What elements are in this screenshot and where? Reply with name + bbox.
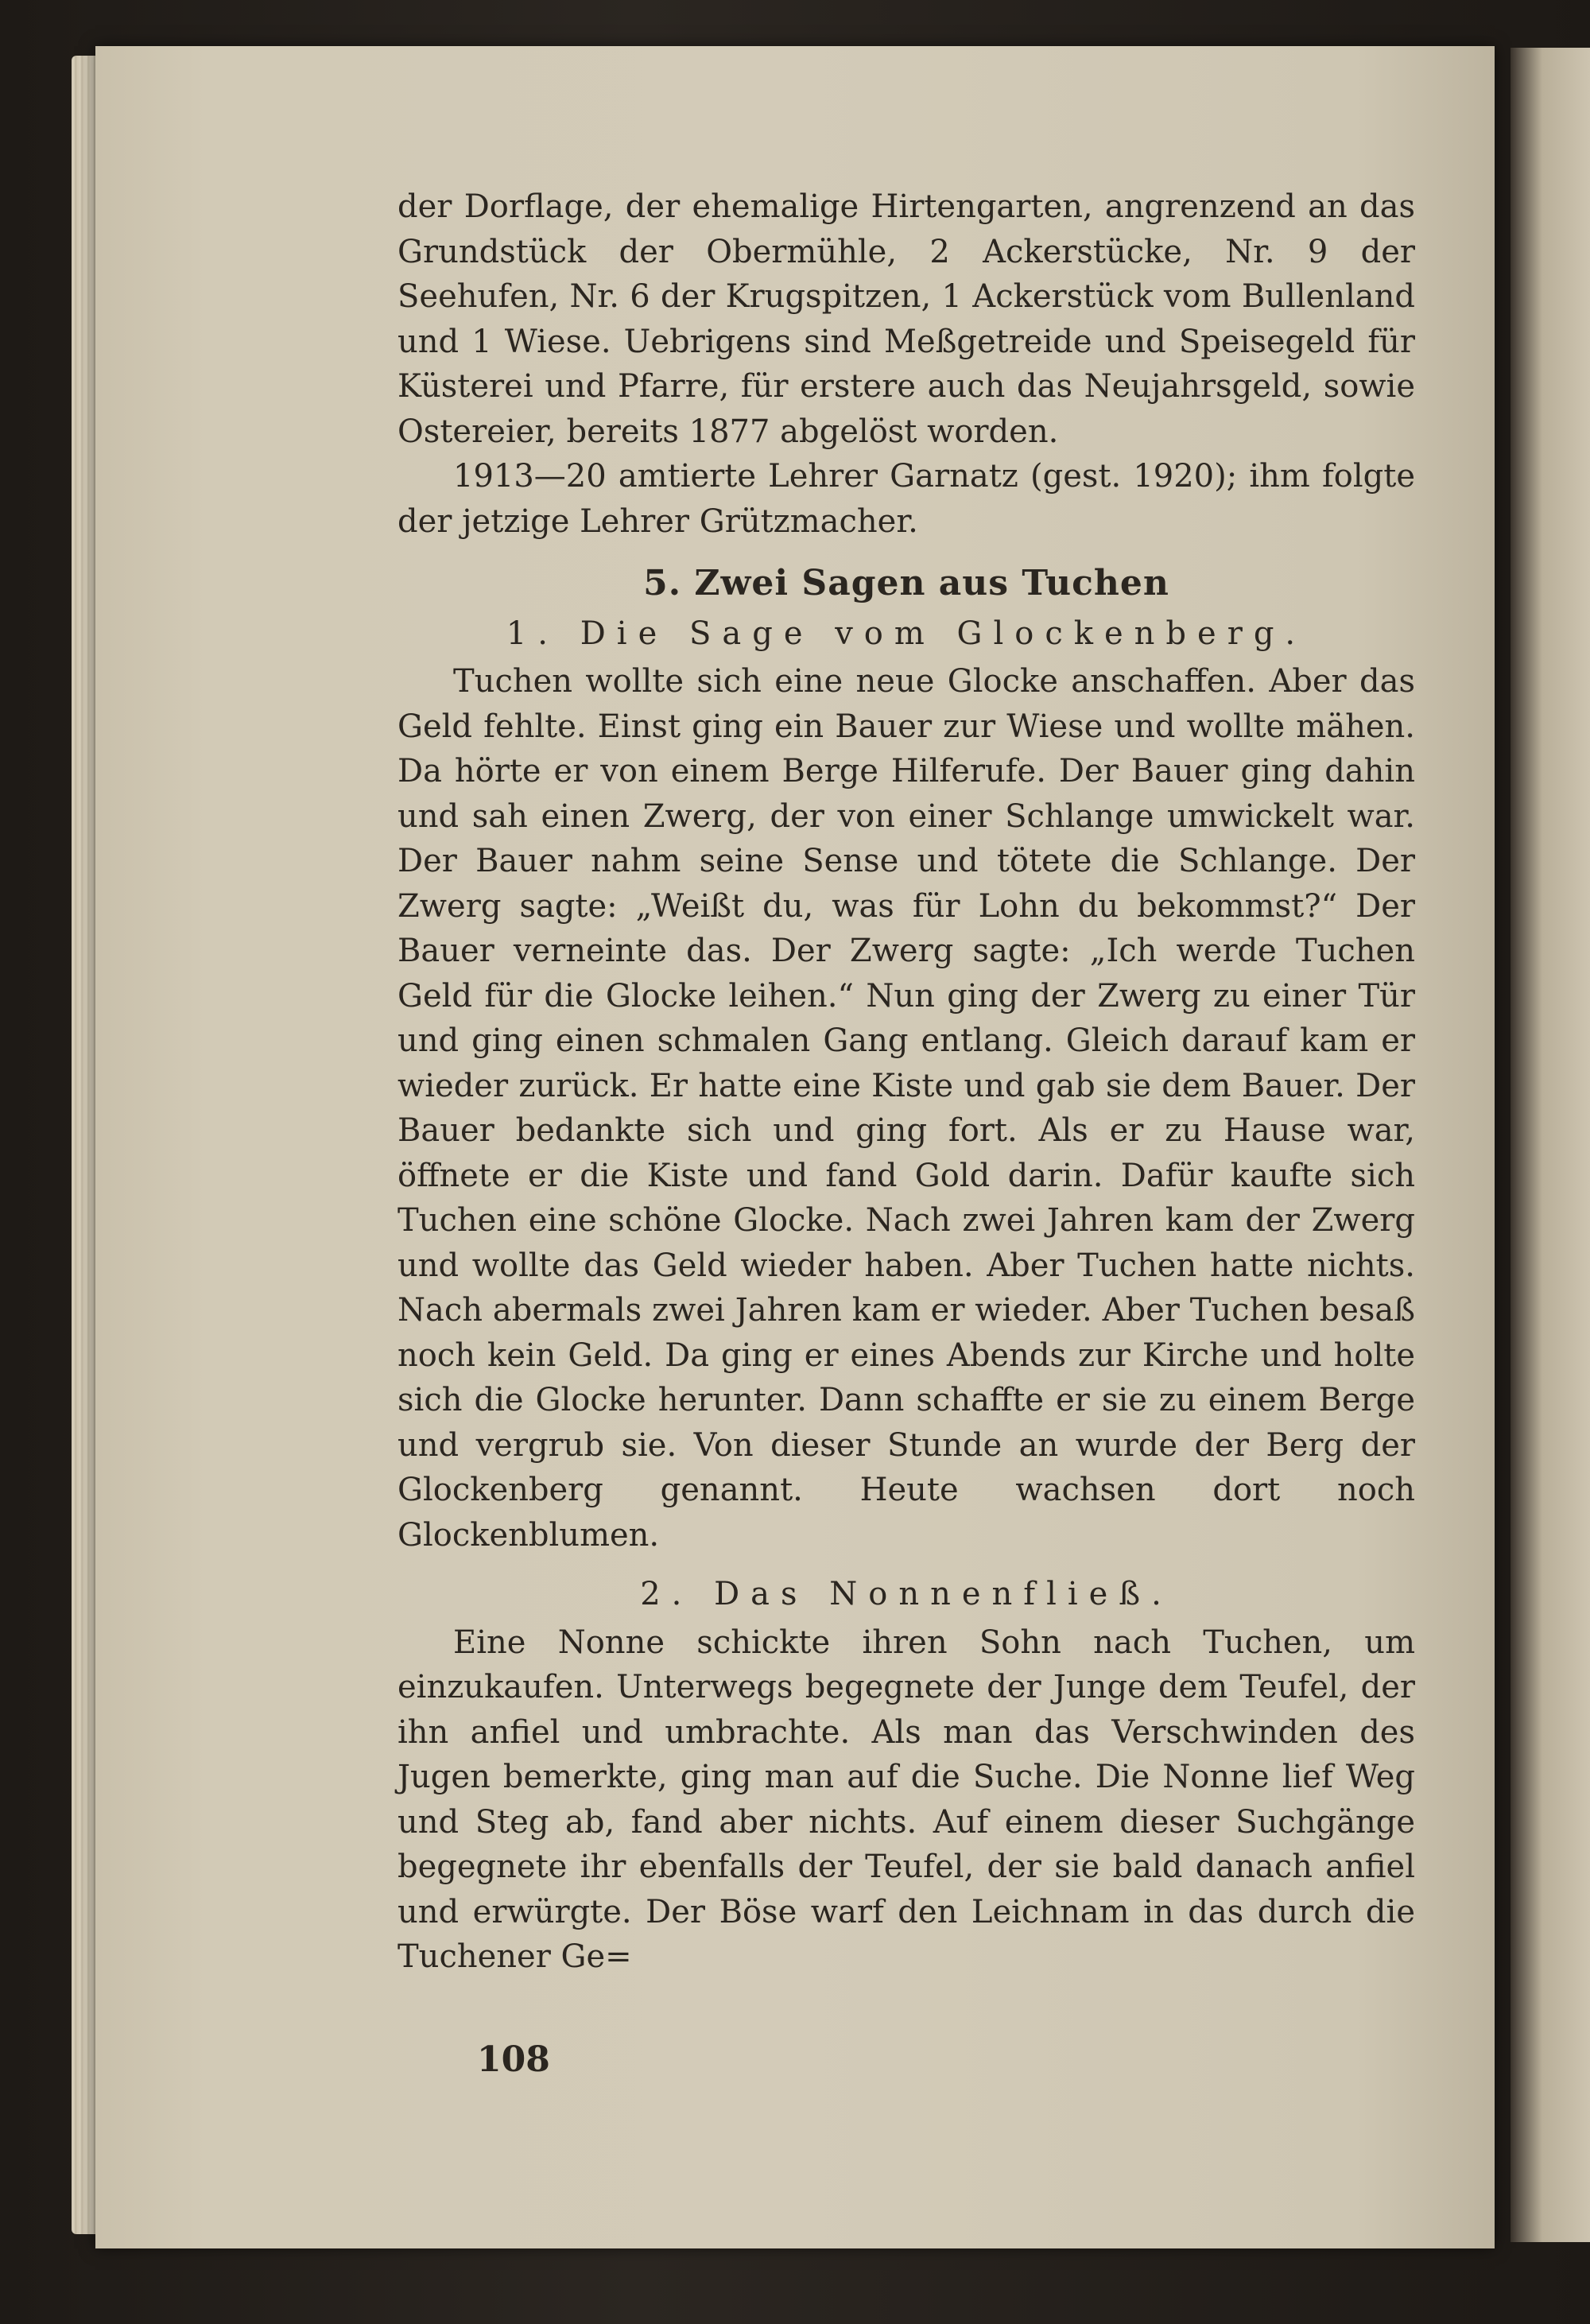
story1-text: Tuchen wollte sich eine neue Glocke anschaffen. Aber das Geld fehlte. Einst ging ein Bauer zur Wiese und wollte mähen. Da hörte er von einem Berge Hilferufe. Der Bauer ging dahin und sah einen Zwerg, der von einer Schlange umwickelt war. Der Bauer nahm seine Sense und tötete die Schlange. Der Zwerg sagte: „Weißt du, was für Lohn du bekommst?“ Der Bauer verneinte das. Der Zwerg sagte: „Ich werde Tuchen Geld für die Glocke leihen.“ Nun ging der Zwerg zu einer Tür und ging einen schmalen Gang entlang. Gleich darauf kam er wieder zurück. Er hatte eine Kiste und gab sie dem Bauer. Der Bauer bedankte sich und ging fort. Als er zu Hause war, öffnete er die Kiste und fand Gold darin. Dafür kaufte sich Tuchen eine schöne Glocke. Nach zwei Jahren kam der Zwerg und wollte das Geld wieder haben. Aber Tuchen hatte nichts. Nach abermals zwei Jahren kam er wieder. Aber Tuchen besaß noch kein Geld. Da ging er eines Abends zur Kirche und holte sich die Glocke herunter. Dann schaffte er sie zu einem Berge und vergrub sie. Von dieser Stunde an wurde der Berg der Glockenberg genannt. Heute wachsen dort noch Glockenblumen. <box>398 663 1415 1554</box>
page-text-block <box>398 184 1415 1980</box>
page-number: 108 <box>477 2039 550 2080</box>
intro-paragraph-1: der Dorflage, der ehemalige Hirtengarten, angrenzend an das Grundstück der Obermühle, 2 Ackerstücke, Nr. 9 der Seehufen, Nr. 6 der Krugspitzen, 1 Ackerstück vom Bullenland und 1 Wiese. Uebrigens sind Meßgetreide und Speisegeld für Küsterei und Pfarre, für erstere auch das Neujahrsgeld, sowie Ostereier, bereits 1877 abgelöst worden. <box>398 188 1415 450</box>
story2-heading: 2. Das Nonnenfließ. <box>640 1576 1173 1612</box>
adjacent-page-edge <box>1510 48 1590 2242</box>
story2-text: Eine Nonne schickte ihren Sohn nach Tuchen, um einzukaufen. Unterwegs begegnete der Junge dem Teufel, der ihn anfiel und umbrachte. Als man das Verschwinden des Jugen bemerkte, ging man auf die Suche. Die Nonne lief Weg und Steg ab, fand aber nichts. Auf einem dieser Suchgänge begegnete ihr ebenfalls der Teufel, der sie bald danach anfiel und erwürgte. Der Böse warf den Leichnam in das durch die Tuchener Ge= <box>398 1624 1415 1975</box>
spacer <box>398 1558 1415 1572</box>
story1-heading: 1. Die Sage vom Glockenberg. <box>506 615 1307 652</box>
section-heading: 5. Zwei Sagen aus Tuchen <box>643 563 1169 603</box>
intro-paragraph-2: 1913—20 amtierte Lehrer Garnatz (gest. 1920); ihm folgte der jetzige Lehrer Grützmacher. <box>398 458 1415 540</box>
